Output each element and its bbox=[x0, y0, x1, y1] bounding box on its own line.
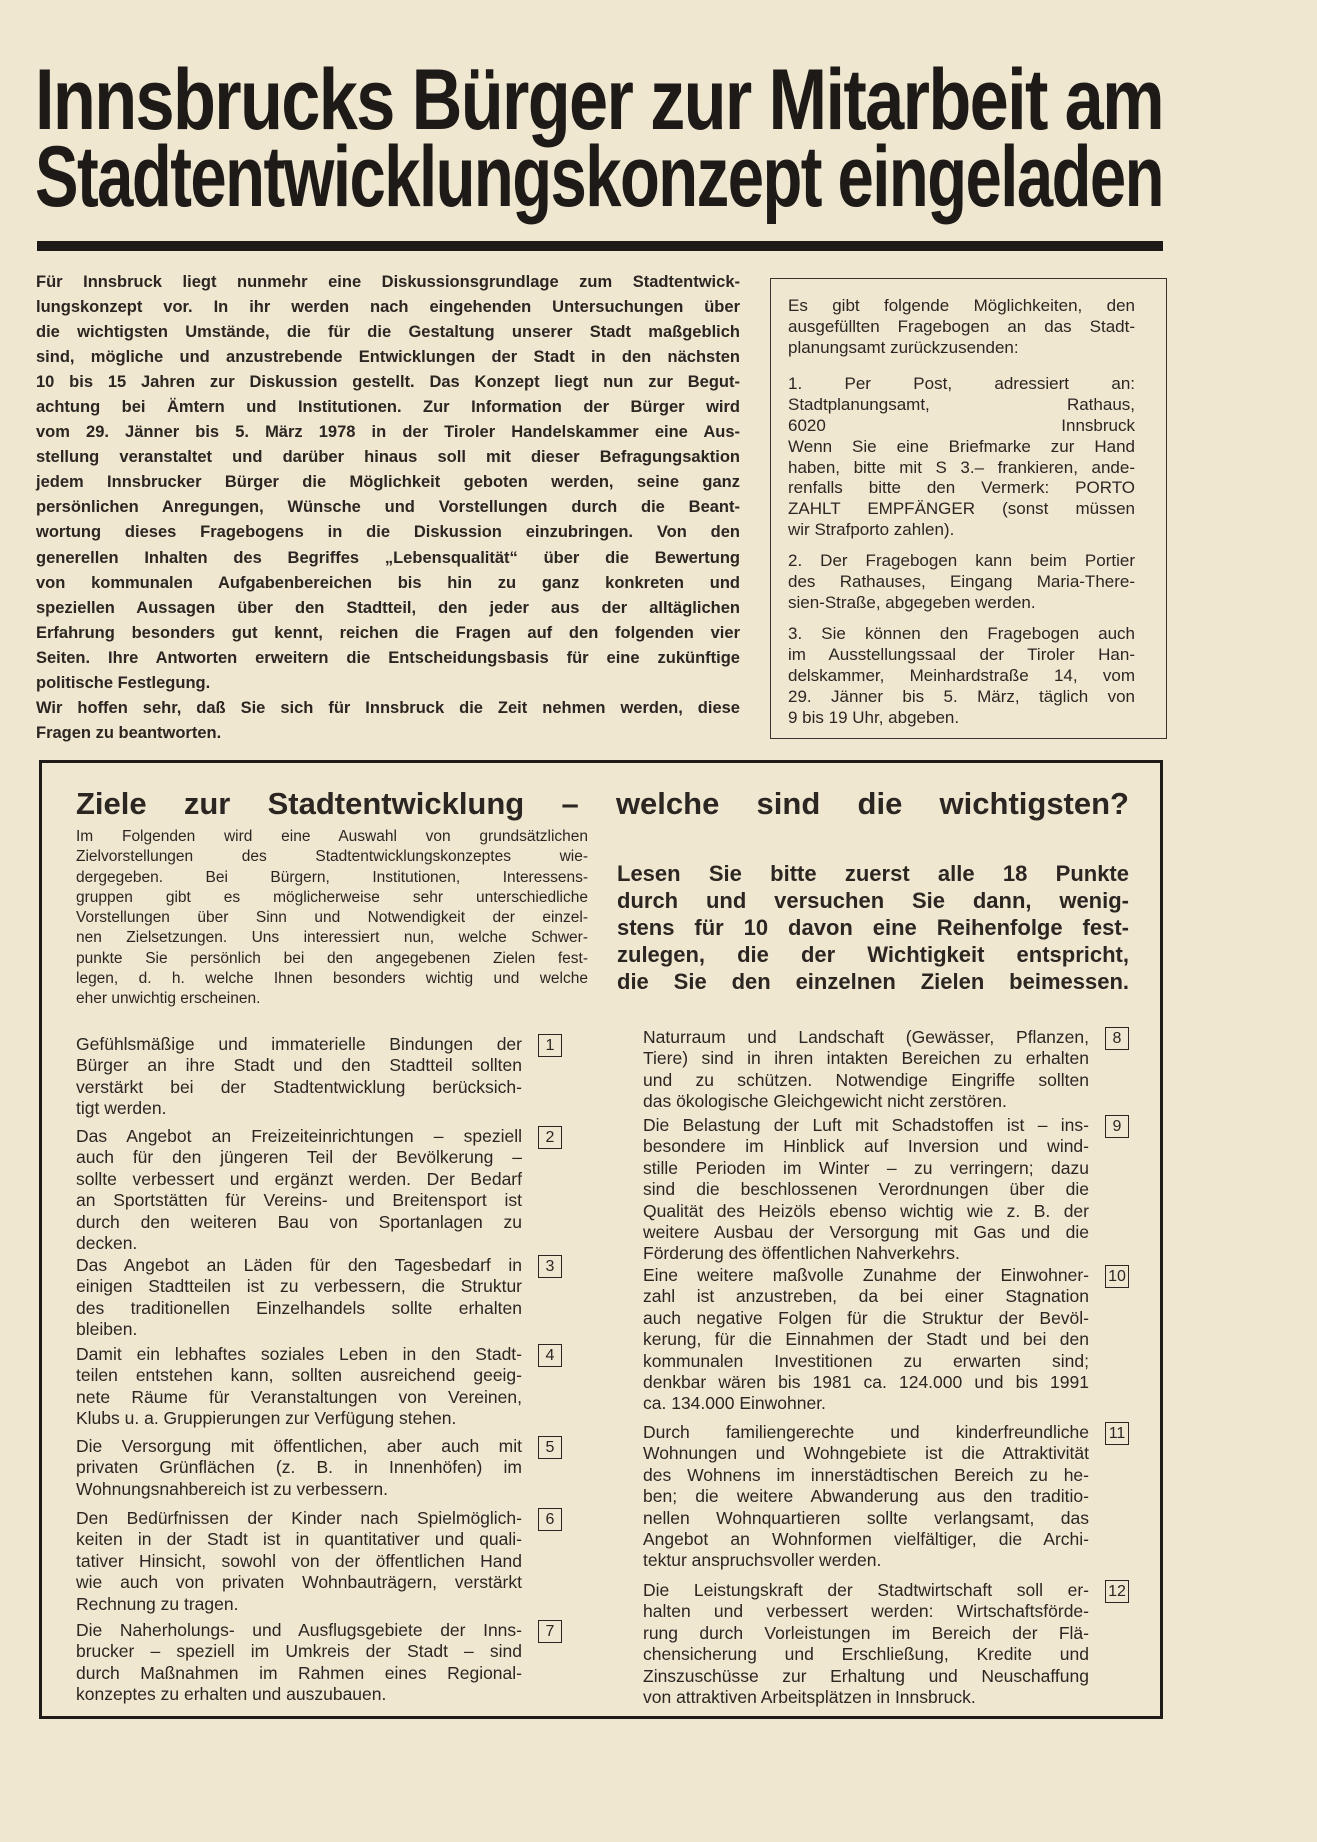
text-line-content: stellung veranstaltet und darüber hinaus soll mit dieser Befragungsaktion bbox=[36, 448, 740, 467]
intro-line bbox=[36, 270, 740, 295]
goal-item-line bbox=[76, 1212, 522, 1233]
text-line-content: 1. Per Post, adressiert an: bbox=[788, 374, 1135, 393]
goal-item-line bbox=[643, 1486, 1089, 1507]
intro-line bbox=[36, 596, 740, 621]
goal-item-text bbox=[76, 1126, 522, 1254]
text-line-content: lungskonzept vor. In ihr werden nach eingehenden Untersuchungen über bbox=[36, 298, 740, 317]
text-line-content: Innsbrucks Bürger zur Mitarbeit am bbox=[35, 52, 1163, 148]
headline-line bbox=[35, 129, 1163, 225]
return-option-line bbox=[788, 572, 1135, 593]
return-instructions-box bbox=[770, 278, 1167, 739]
goal-item-line bbox=[643, 1048, 1089, 1069]
goal-item-line bbox=[643, 1529, 1089, 1550]
goals-heading-line bbox=[76, 785, 1129, 823]
return-option-line bbox=[788, 499, 1135, 520]
text-line-content: Naturraum und Landschaft (Gewässer, Pflanzen, bbox=[643, 1027, 1089, 1047]
goal-item-line bbox=[76, 1436, 522, 1457]
intro-line bbox=[36, 445, 740, 470]
text-line-content: jedem Innsbrucker Bürger die Möglichkeit geboten werden, seine ganz bbox=[36, 473, 740, 492]
goal-item-line bbox=[643, 1027, 1089, 1048]
goal-item-line bbox=[76, 1508, 522, 1529]
intro-line bbox=[36, 546, 740, 571]
return-option-line bbox=[788, 458, 1135, 479]
goal-rank-box[interactable]: 12 bbox=[1105, 1580, 1129, 1603]
text-line-content: decken. bbox=[76, 1232, 138, 1253]
text-line-content: dergegeben. Bei Bürgern, Institutionen, Interessens- bbox=[76, 868, 588, 886]
intro-text bbox=[36, 270, 740, 746]
text-line-content: Seiten. Ihre Antworten erweitern die Entscheidungsbasis für eine zukünftige bbox=[36, 648, 740, 667]
goals-instruction-line bbox=[617, 860, 1129, 887]
text-line-content: Klubs u. a. Gruppierungen zur Verfügung stehen. bbox=[76, 1408, 457, 1429]
goal-item-line bbox=[76, 1055, 522, 1076]
text-line-content: sien-Straße, abgegeben werden. bbox=[788, 592, 1036, 612]
text-line-content: speziellen Aussagen über den Stadtteil, den jeder aus der alltäglichen bbox=[36, 598, 740, 617]
goal-item-line bbox=[643, 1136, 1089, 1157]
goals-intro-line bbox=[76, 969, 588, 989]
return-option-line bbox=[788, 624, 1135, 645]
goal-item-line bbox=[76, 1387, 522, 1408]
return-option-0 bbox=[788, 296, 1135, 359]
goal-item-line bbox=[643, 1115, 1089, 1136]
goal-item-text bbox=[643, 1115, 1089, 1265]
goals-intro-line bbox=[76, 868, 588, 888]
return-option-line bbox=[788, 666, 1135, 687]
text-line-content: Ziele zur Stadtentwicklung – welche sind die wichtigsten? bbox=[76, 786, 1129, 821]
text-line-content: chensicherung und Erschließung, Kredite und bbox=[643, 1644, 1089, 1665]
text-line-content: persönlichen Anregungen, Wünsche und Vorstellungen durch die Beant- bbox=[36, 498, 740, 517]
text-line-content: Angebot an Wohnformen vielfältiger, die Archi- bbox=[643, 1528, 1089, 1549]
goals-intro-line bbox=[76, 908, 588, 928]
text-line-content: im Ausstellungssaal der Tiroler Han- bbox=[788, 644, 1135, 664]
intro-line bbox=[36, 370, 740, 395]
intro-line bbox=[36, 470, 740, 495]
text-line-content: Wir hoffen sehr, daß Sie sich für Innsbruck die Zeit nehmen werden, diese bbox=[36, 698, 740, 717]
goals-instruction-line bbox=[617, 968, 1129, 995]
intro-line bbox=[36, 395, 740, 420]
intro-line bbox=[36, 571, 740, 596]
goal-rank-box[interactable]: 1 bbox=[538, 1034, 562, 1057]
text-line-content: tigt werden. bbox=[76, 1098, 167, 1119]
goals-intro-line bbox=[76, 928, 588, 948]
text-line-content: Lesen Sie bitte zuerst alle 18 Punkte bbox=[617, 861, 1129, 886]
goals-intro-line bbox=[76, 847, 588, 867]
goal-item-line bbox=[76, 1298, 522, 1319]
intro-line bbox=[36, 621, 740, 646]
text-line-content: Förderung des öffentlichen Nahverkehrs. bbox=[643, 1243, 960, 1264]
goals-instruction-line bbox=[617, 914, 1129, 941]
text-line-content: verstärkt bei der Stadtentwicklung berücksich- bbox=[76, 1076, 522, 1097]
goal-item-line bbox=[643, 1372, 1089, 1393]
text-line-content: ben; die weitere Abwanderung aus den traditio- bbox=[643, 1486, 1089, 1507]
text-line-content: kerung, für die Einnahmen der Stadt und bei den bbox=[643, 1329, 1089, 1350]
goal-item-line bbox=[76, 1276, 522, 1297]
intro-line bbox=[36, 320, 740, 345]
text-line-content: ausgefüllten Fragebogen an das Stadt- bbox=[788, 316, 1135, 336]
text-line-content: keiten in der Stadt ist in quantitativer und quali- bbox=[76, 1529, 522, 1550]
text-line-content: kommunalen Investitionen zu erwarten sind; bbox=[643, 1350, 1089, 1371]
text-line-content: denkbar wären bis 1981 ca. 124.000 und bis 1991 bbox=[643, 1371, 1089, 1392]
text-line-content: delskammer, Meinhardstraße 14, vom bbox=[788, 665, 1135, 685]
text-line-content: stille Perioden im Winter – zu verringern; dazu bbox=[643, 1157, 1089, 1178]
goal-rank-box[interactable]: 5 bbox=[538, 1436, 562, 1459]
goals-intro-line bbox=[76, 949, 588, 969]
return-option-2 bbox=[788, 551, 1135, 614]
text-line-content: zahl ist anzustreben, da bei einer Stagnation bbox=[643, 1286, 1089, 1307]
text-line-content: von attraktiven Arbeitsplätzen in Innsbruck. bbox=[643, 1686, 976, 1707]
text-line-content: achtung bei Ämtern und Institutionen. Zur Information der Bürger wird bbox=[36, 398, 740, 417]
text-line-content: Durch familiengerechte und kinderfreundliche bbox=[643, 1422, 1089, 1442]
intro-line bbox=[36, 520, 740, 545]
text-line-content: tektur anspruchsvoller werden. bbox=[643, 1550, 882, 1571]
text-line-content: Das Angebot an Läden für den Tagesbedarf in bbox=[76, 1255, 522, 1275]
goal-item-line bbox=[643, 1687, 1089, 1708]
return-option-line bbox=[788, 416, 1135, 437]
text-line-content: Fragen zu beantworten. bbox=[36, 723, 222, 742]
text-line-content: ZAHLT EMPFÄNGER (sonst müssen bbox=[788, 499, 1135, 519]
return-option-line bbox=[788, 593, 1135, 614]
goal-item-line bbox=[643, 1508, 1089, 1529]
goals-instruction-text bbox=[617, 860, 1129, 995]
goal-item-line bbox=[76, 1663, 522, 1684]
goal-item-text bbox=[76, 1508, 522, 1615]
return-option-line bbox=[788, 374, 1135, 395]
goal-item-text bbox=[76, 1436, 522, 1500]
goal-rank-box[interactable]: 11 bbox=[1105, 1422, 1129, 1445]
return-option-1 bbox=[788, 374, 1135, 541]
goal-item-text bbox=[643, 1422, 1089, 1572]
text-line-content: Vorstellungen über Sinn und Notwendigkeit der einzel- bbox=[76, 909, 588, 927]
text-line-content: eher unwichtig erscheinen. bbox=[76, 990, 261, 1008]
goals-intro-text bbox=[76, 827, 588, 1010]
text-line-content: gruppen gibt es möglicherweise sehr unterschiedliche bbox=[76, 888, 588, 906]
headline-rule bbox=[37, 241, 1163, 251]
text-line-content: Wohnungsnahbereich ist zu verbessern. bbox=[76, 1478, 388, 1499]
return-option-line bbox=[788, 338, 1135, 359]
goal-rank-box[interactable]: 10 bbox=[1105, 1265, 1129, 1288]
text-line-content: von kommunalen Aufgabenbereichen bis hin zu ganz konkreten und bbox=[36, 573, 740, 592]
text-line-content: 3. Sie können den Fragebogen auch bbox=[788, 624, 1135, 643]
text-line-content: die Sie den einzelnen Zielen beimessen. bbox=[617, 969, 1129, 994]
text-line-content: Es gibt folgende Möglichkeiten, den bbox=[788, 296, 1135, 315]
goal-item-line bbox=[76, 1147, 522, 1168]
text-line-content: tativer Hinsicht, sowohl von der öffentlichen Hand bbox=[76, 1550, 522, 1571]
text-line-content: Wenn Sie eine Briefmarke zur Hand bbox=[788, 436, 1135, 456]
goal-item-line bbox=[643, 1393, 1089, 1414]
text-line-content: 2. Der Fragebogen kann beim Portier bbox=[788, 551, 1135, 570]
goals-instruction-line bbox=[617, 887, 1129, 914]
text-line-content: Rechnung zu tragen. bbox=[76, 1593, 239, 1614]
return-option-line bbox=[788, 437, 1135, 458]
goal-item-line bbox=[76, 1572, 522, 1593]
return-option-line bbox=[788, 687, 1135, 708]
goal-item-line bbox=[76, 1365, 522, 1386]
goals-instruction-line bbox=[617, 941, 1129, 968]
text-line-content: renfalls bitte den Vermerk: PORTO bbox=[788, 478, 1135, 498]
goal-item-line bbox=[76, 1457, 522, 1478]
text-line-content: Damit ein lebhaftes soziales Leben in den Stadt- bbox=[76, 1344, 522, 1364]
goal-item-line bbox=[643, 1644, 1089, 1665]
text-line-content: wortung dieses Fragebogens in die Diskussion einzubringen. Von den bbox=[36, 523, 740, 542]
text-line-content: Im Folgenden wird eine Auswahl von grundsätzlichen bbox=[76, 828, 588, 845]
goal-item-line bbox=[643, 1329, 1089, 1350]
text-line-content: generellen Inhalten des Begriffes „Lebensqualität“ über die Bewertung bbox=[36, 548, 740, 567]
text-line-content: teilen entstehen kann, sollten ausreichend geeig- bbox=[76, 1365, 522, 1386]
text-line-content: Den Bedürfnissen der Kinder nach Spielmöglich- bbox=[76, 1508, 522, 1528]
intro-line bbox=[36, 696, 740, 721]
return-option-line bbox=[788, 708, 1135, 729]
intro-line bbox=[36, 295, 740, 320]
text-line-content: die wichtigsten Umstände, die für die Gestaltung unserer Stadt maßgeblich bbox=[36, 323, 740, 342]
intro-line bbox=[36, 671, 740, 696]
goal-item-line bbox=[643, 1243, 1089, 1264]
goal-rank-box[interactable]: 3 bbox=[538, 1255, 562, 1278]
text-line-content: durch und versuchen Sie dann, wenig- bbox=[617, 888, 1129, 913]
goal-item-line bbox=[76, 1684, 522, 1705]
text-line-content: 6020 Innsbruck bbox=[788, 415, 1135, 435]
text-line-content: durch Maßnahmen im Rahmen eines Regional- bbox=[76, 1662, 522, 1683]
goal-rank-box[interactable]: 6 bbox=[538, 1508, 562, 1531]
goal-item-line bbox=[76, 1594, 522, 1615]
goal-item-text bbox=[76, 1620, 522, 1706]
goal-item-line bbox=[76, 1529, 522, 1550]
goal-item-line bbox=[76, 1034, 522, 1055]
text-line-content: und zu schützen. Notwendige Eingriffe sollten bbox=[643, 1069, 1089, 1090]
goal-rank-box[interactable]: 7 bbox=[538, 1620, 562, 1643]
return-option-line bbox=[788, 645, 1135, 666]
goal-item-line bbox=[643, 1179, 1089, 1200]
goal-item-line bbox=[76, 1077, 522, 1098]
text-line-content: nellen Wohnquartieren sollte verlangsamt, das bbox=[643, 1507, 1089, 1528]
goals-intro-line bbox=[76, 989, 588, 1009]
text-line-content: 9 bis 19 Uhr, abgeben. bbox=[788, 707, 960, 727]
goal-item-line bbox=[76, 1620, 522, 1641]
return-option-line bbox=[788, 296, 1135, 317]
text-line-content: des traditionellen Einzelhandels sollte erhalten bbox=[76, 1297, 522, 1318]
goal-rank-box[interactable]: 8 bbox=[1105, 1027, 1129, 1050]
goals-intro-line bbox=[76, 888, 588, 908]
goal-item-line bbox=[643, 1222, 1089, 1243]
text-line-content: Qualität des Heizöls ebenso wichtig wie z. B. der bbox=[643, 1200, 1089, 1221]
text-line-content: Erfahrung besonders gut kennt, reichen die Fragen auf den folgenden vier bbox=[36, 623, 740, 642]
return-option-line bbox=[788, 395, 1135, 416]
text-line-content: Das Angebot an Freizeiteinrichtungen – speziell bbox=[76, 1126, 522, 1146]
text-line-content: auch für den jüngeren Teil der Bevölkerung – bbox=[76, 1147, 522, 1168]
text-line-content: an Sportstätten für Vereins- und Breitensport ist bbox=[76, 1190, 522, 1211]
goal-item-text bbox=[643, 1027, 1089, 1113]
intro-line bbox=[36, 345, 740, 370]
text-line-content: des Wohnens im innerstädtischen Bereich zu he- bbox=[643, 1464, 1089, 1485]
intro-line bbox=[36, 646, 740, 671]
goal-item-line bbox=[643, 1465, 1089, 1486]
text-line-content: Die Belastung der Luft mit Schadstoffen ist – ins- bbox=[643, 1115, 1089, 1135]
goal-item-line bbox=[643, 1422, 1089, 1443]
goals-intro-line bbox=[76, 827, 588, 847]
goals-heading bbox=[76, 785, 1129, 823]
goal-item-line bbox=[76, 1255, 522, 1276]
text-line-content: politische Festlegung. bbox=[36, 673, 211, 692]
text-line-content: privaten Grünflächen (z. B. in Innenhöfen) im bbox=[76, 1457, 522, 1478]
goal-item-line bbox=[76, 1319, 522, 1340]
goals-questionnaire-box bbox=[39, 760, 1163, 1719]
text-line-content: wir Strafporto zahlen). bbox=[788, 520, 955, 540]
text-line-content: legen, d. h. welche Ihnen besonders wichtig und welche bbox=[76, 970, 588, 988]
goal-item-line bbox=[643, 1580, 1089, 1601]
goal-item-line bbox=[643, 1443, 1089, 1464]
goal-item-line bbox=[643, 1201, 1089, 1222]
goal-item-line bbox=[76, 1551, 522, 1572]
text-line-content: Die Naherholungs- und Ausflugsgebiete der Inns- bbox=[76, 1620, 522, 1640]
text-line-content: des Rathauses, Eingang Maria-There- bbox=[788, 571, 1135, 591]
goal-item-text bbox=[643, 1265, 1089, 1415]
text-line-content: Tiere) sind in ihren intakten Bereichen zu erhalten bbox=[643, 1048, 1089, 1069]
return-option-3 bbox=[788, 624, 1135, 728]
headline-line bbox=[35, 52, 1163, 148]
text-line-content: halten und verbessert werden: Wirtschaftsförde- bbox=[643, 1601, 1089, 1622]
text-line-content: punkte Sie persönlich bei den angegebenen Zielen fest- bbox=[76, 949, 588, 967]
return-option-line bbox=[788, 551, 1135, 572]
text-line-content: brucker – speziell im Umkreis der Stadt – sind bbox=[76, 1641, 522, 1662]
goal-item-line bbox=[643, 1265, 1089, 1286]
text-line-content: auch negative Folgen für die Struktur der Bevöl- bbox=[643, 1307, 1089, 1328]
return-option-line bbox=[788, 478, 1135, 499]
goal-item-line bbox=[76, 1641, 522, 1662]
text-line-content: konzeptes zu erhalten und auszubauen. bbox=[76, 1684, 387, 1705]
goal-item-line bbox=[76, 1126, 522, 1147]
text-line-content: sollte verbessert und ergänzt werden. Der Bedarf bbox=[76, 1168, 522, 1189]
text-line-content: Eine weitere maßvolle Zunahme der Einwohner- bbox=[643, 1265, 1089, 1285]
text-line-content: das ökologische Gleichgewicht nicht zerstören. bbox=[643, 1091, 1007, 1112]
goal-item-line bbox=[76, 1169, 522, 1190]
text-line-content: Die Leistungskraft der Stadtwirtschaft soll er- bbox=[643, 1580, 1089, 1600]
headline bbox=[35, 52, 1163, 225]
text-line-content: Stadtplanungsamt, Rathaus, bbox=[788, 394, 1135, 414]
goal-item-line bbox=[643, 1158, 1089, 1179]
text-line-content: Gefühlsmäßige und immaterielle Bindungen der bbox=[76, 1034, 522, 1054]
goal-item-line bbox=[76, 1408, 522, 1429]
text-line-content: Stadtentwicklungskonzept eingeladen bbox=[35, 129, 1163, 225]
goal-item-line bbox=[76, 1344, 522, 1365]
goal-item-line bbox=[76, 1190, 522, 1211]
text-line-content: Zielvorstellungen des Stadtentwicklungskonzeptes wie- bbox=[76, 848, 588, 866]
goal-item-line bbox=[643, 1623, 1089, 1644]
text-line-content: besondere im Hinblick auf Inversion und wind- bbox=[643, 1136, 1089, 1157]
intro-line bbox=[36, 420, 740, 445]
goal-item-text bbox=[76, 1344, 522, 1430]
text-line-content: durch den weiteren Bau von Sportanlagen zu bbox=[76, 1211, 522, 1232]
text-line-content: vom 29. Jänner bis 5. März 1978 in der Tiroler Handelskammer eine Aus- bbox=[36, 423, 740, 442]
intro-line bbox=[36, 721, 740, 746]
goal-item-line bbox=[76, 1233, 522, 1254]
goal-item-line bbox=[643, 1286, 1089, 1307]
text-line-content: planungsamt zurückzusenden: bbox=[788, 337, 1019, 357]
goal-item-line bbox=[643, 1351, 1089, 1372]
goal-item-text bbox=[76, 1255, 522, 1341]
text-line-content: einigen Stadtteilen ist zu verbessern, die Struktur bbox=[76, 1276, 522, 1297]
goal-item-text bbox=[76, 1034, 522, 1120]
text-line-content: rung durch Vorleistungen im Bereich der Flä- bbox=[643, 1622, 1089, 1643]
goal-item-line bbox=[76, 1098, 522, 1119]
text-line-content: bleiben. bbox=[76, 1319, 138, 1340]
text-line-content: Für Innsbruck liegt nunmehr eine Diskussionsgrundlage zum Stadtentwick- bbox=[36, 273, 740, 291]
text-line-content: stens für 10 davon eine Reihenfolge fest- bbox=[617, 915, 1129, 940]
text-line-content: sind, mögliche und anzustrebende Entwicklungen der Stadt in den nächsten bbox=[36, 348, 740, 367]
intro-line bbox=[36, 495, 740, 520]
text-line-content: ca. 134.000 Einwohner. bbox=[643, 1393, 826, 1414]
goal-item-text bbox=[643, 1580, 1089, 1708]
goal-item-line bbox=[643, 1091, 1089, 1112]
goal-item-line bbox=[76, 1479, 522, 1500]
text-line-content: weitere Ausbau der Versorgung mit Gas und die bbox=[643, 1221, 1089, 1242]
goal-item-line bbox=[643, 1308, 1089, 1329]
text-line-content: nen Zielsetzungen. Uns interessiert nun, welche Schwer- bbox=[76, 929, 588, 947]
return-option-line bbox=[788, 317, 1135, 338]
goal-rank-box[interactable]: 2 bbox=[538, 1126, 562, 1149]
text-line-content: 10 bis 15 Jahren zur Diskussion gestellt. Das Konzept liegt nun zur Begut- bbox=[36, 373, 740, 392]
goal-item-line bbox=[643, 1601, 1089, 1622]
text-line-content: Bürger an ihre Stadt und den Stadtteil sollten bbox=[76, 1055, 522, 1076]
text-line-content: 29. Jänner bis 5. März, täglich von bbox=[788, 686, 1135, 706]
goal-rank-box[interactable]: 4 bbox=[538, 1344, 562, 1367]
text-line-content: Die Versorgung mit öffentlichen, aber auch mit bbox=[76, 1436, 522, 1456]
text-line-content: sind die beschlossenen Verordnungen über die bbox=[643, 1179, 1089, 1200]
text-line-content: haben, bitte mit S 3.– frankieren, ande- bbox=[788, 457, 1135, 477]
return-option-line bbox=[788, 520, 1135, 541]
goal-rank-box[interactable]: 9 bbox=[1105, 1115, 1129, 1138]
text-line-content: nete Räume für Veranstaltungen von Vereinen, bbox=[76, 1386, 522, 1407]
goal-item-line bbox=[643, 1070, 1089, 1091]
text-line-content: Wohnungen und Wohngebiete ist die Attraktivität bbox=[643, 1443, 1089, 1464]
goal-item-line bbox=[643, 1550, 1089, 1571]
text-line-content: zulegen, die der Wichtigkeit entspricht, bbox=[617, 942, 1129, 967]
text-line-content: wie auch von privaten Wohnbauträgern, verstärkt bbox=[76, 1572, 522, 1593]
goal-item-line bbox=[643, 1666, 1089, 1687]
text-line-content: Zinszuschüsse zur Erhaltung und Neuschaffung bbox=[643, 1665, 1089, 1686]
